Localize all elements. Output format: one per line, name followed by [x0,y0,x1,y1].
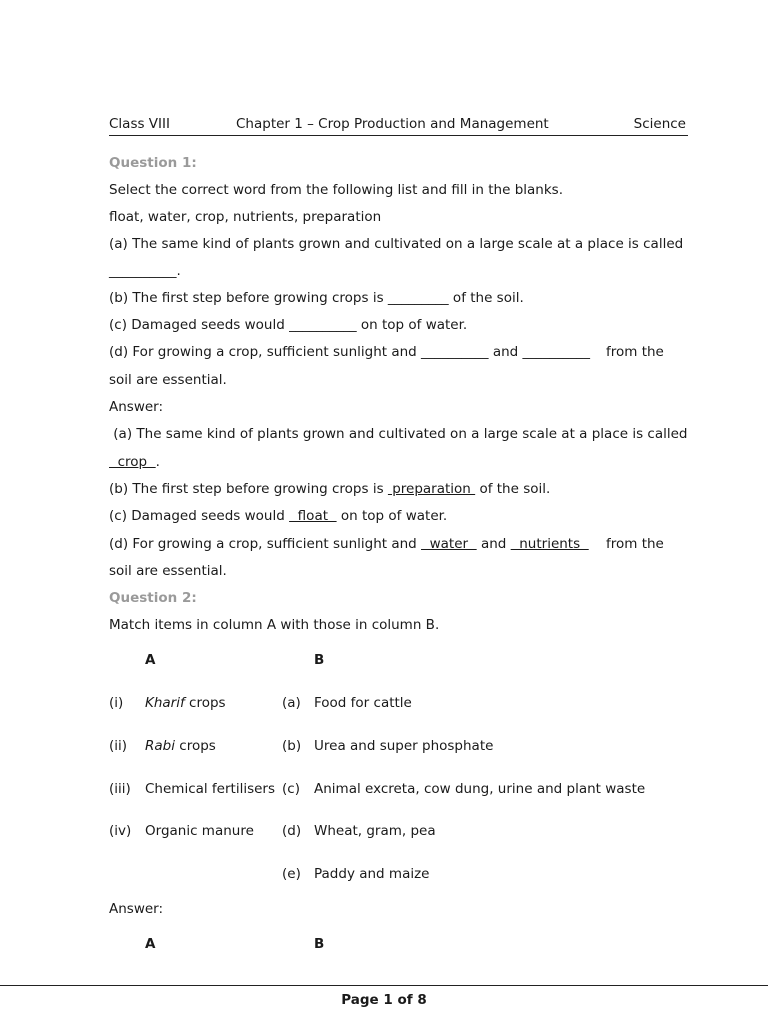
answer-column-a-heading: A [145,936,156,952]
class-label: Class VIII [109,116,170,132]
answer-d-and: and [476,536,511,552]
q2-answer-label: Answer: [109,901,164,917]
answer-b-text: (b) The first step before growing crops is [109,481,388,497]
column-b-heading: B [314,652,325,668]
row-item [145,822,254,840]
answer-d-text: (d) For growing a crop, sufficient sunlight and [109,536,422,552]
question-1-heading: Question 1: [109,155,197,171]
answer-column-b-heading: B [314,936,325,952]
answer-blank-float: float [289,508,337,524]
q1-item-d-text: (d) For growing a crop, sufficient sunlight and __________ and __________ [109,344,591,360]
row-item [145,737,216,755]
question-2-heading: Question 2: [109,590,197,606]
q1-item-a: (a) The same kind of plants grown and cultivated on a large scale at a place is called [109,236,684,252]
answer-blank-preparation: preparation [387,481,476,497]
answer-blank-crop: crop [109,454,156,470]
answer-blank-nutrients: nutrients [510,536,589,552]
q1-word-list: float, water, crop, nutrients, preparation [109,209,382,225]
row-letter: (e) [282,866,301,882]
subject-label: Science [633,116,686,132]
answer-a-end: . [155,454,160,470]
column-a-heading: A [145,652,156,668]
row-description: Urea and super phosphate [314,738,494,754]
q1-answer-d-cont: soil are essential. [109,563,227,579]
q1-item-c: (c) Damaged seeds would __________ on top of water. [109,317,468,333]
row-item-text: Organic manure [145,823,254,839]
q1-answer-a: (a) The same kind of plants grown and cultivated on a large scale at a place is called [109,426,688,442]
row-item-text: Chemical fertilisers [145,781,276,797]
footer-divider [0,985,768,986]
answer-c-rest: on top of water. [336,508,448,524]
q1-answer-label: Answer: [109,399,164,415]
q1-answer-a-cont [109,453,160,471]
row-item [145,694,226,712]
row-item-italic: Kharif [145,695,185,711]
row-letter: (a) [282,695,301,711]
q1-answer-d [109,535,589,553]
answer-b-rest: of the soil. [475,481,551,497]
q1-answer-b [109,480,550,498]
row-item-text: crops [174,738,216,754]
row-letter: (b) [282,738,302,754]
row-number: (iii) [109,781,131,797]
chapter-label: Chapter 1 – Crop Production and Management [236,116,549,132]
row-item-text: crops [184,695,226,711]
q2-instruction: Match items in column A with those in column B. [109,617,440,633]
page-number: Page 1 of 8 [341,992,427,1008]
row-letter: (c) [282,781,300,797]
row-description: Wheat, gram, pea [314,823,436,839]
answer-blank-water: water [421,536,477,552]
q1-item-a-blank: __________. [109,263,181,279]
row-description: Paddy and maize [314,866,430,882]
row-description: Animal excreta, cow dung, urine and plant waste [314,781,646,797]
row-number: (ii) [109,738,128,754]
row-number: (iv) [109,823,132,839]
row-item-italic: Rabi [145,738,175,754]
q1-answer-c [109,507,447,525]
page-header [109,116,688,136]
q1-instruction: Select the correct word from the following list and fill in the blanks. [109,182,563,198]
q1-item-d-cont: soil are essential. [109,372,227,388]
row-letter: (d) [282,823,302,839]
row-item [145,780,275,798]
row-number: (i) [109,695,124,711]
row-description: Food for cattle [314,695,412,711]
q1-item-d-end: from the [606,344,664,360]
q1-item-b: (b) The first step before growing crops is _________ of the soil. [109,290,524,306]
q1-answer-d-end: from the [606,536,664,552]
q1-item-d [109,343,590,361]
answer-c-text: (c) Damaged seeds would [109,508,290,524]
